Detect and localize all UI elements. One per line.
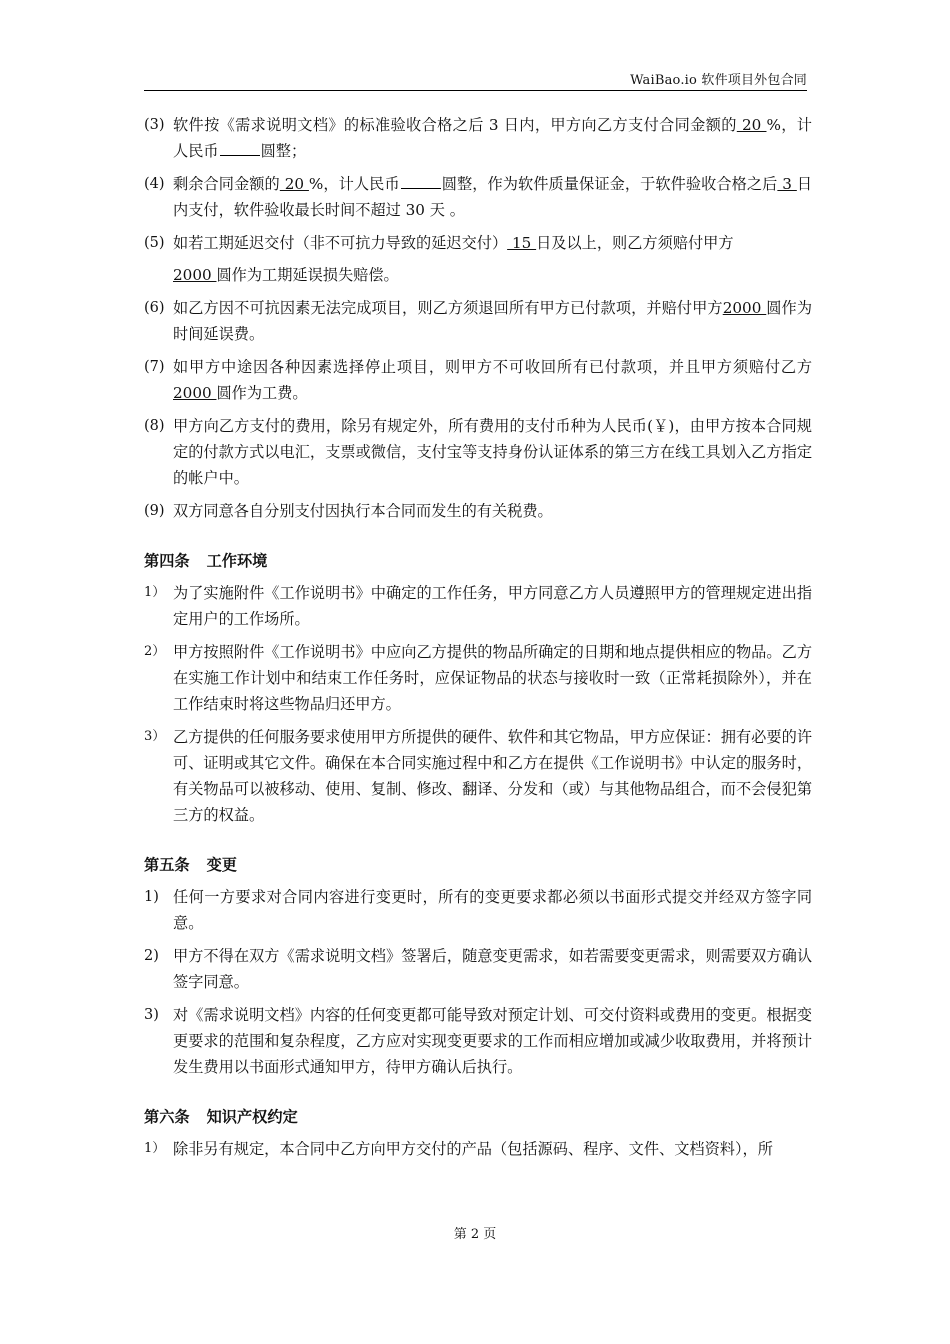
clause-text: 日内支付，软件验收最长时间不超过 30 天 。	[173, 175, 813, 219]
clause-number: (9)	[144, 503, 165, 519]
list-item	[144, 943, 812, 995]
item-text: 甲方按照附件《工作说明书》中应向乙方提供的物品所确定的日期和地点提供相应的物品。乙方在实施工作计划中和结束工作任务时，应保证物品的状态与接收时一致（正常耗损除外），并在工作结束时将这些物品归还甲方。	[173, 643, 812, 713]
item-text: 除非另有规定，本合同中乙方向甲方交付的产品（包括源码、程序、文件、文档资料），所	[173, 1140, 773, 1158]
section-label: 第五条	[144, 856, 190, 874]
clause-text: 软件按《需求说明文档》的标准验收合格之后 3 日内，甲方向乙方支付合同金额的	[173, 116, 737, 134]
list-item	[144, 1002, 812, 1080]
clause-number: (8)	[144, 418, 165, 434]
clause-text: 如甲方中途因各种因素选择停止项目，则甲方不可收回所有已付款项，并且甲方须赔付乙方	[173, 358, 812, 376]
item-number: 1）	[144, 585, 166, 600]
clause-text: 如乙方因不可抗因素无法完成项目，则乙方须退回所有甲方已付款项，并赔付甲方	[173, 299, 723, 317]
payment-clause-5	[144, 230, 812, 288]
percent-value: 20	[736, 116, 767, 134]
item-text: 为了实施附件《工作说明书》中确定的工作任务，甲方同意乙方人员遵照甲方的管理规定进出指定用户的工作场所。	[173, 584, 812, 628]
section-heading	[144, 852, 812, 878]
section-label: 第四条	[144, 552, 190, 570]
list-item	[144, 724, 812, 828]
item-text: 对《需求说明文档》内容的任何变更都可能导致对预定计划、可交付资料或费用的变更。根据变更要求的范围和复杂程度，乙方应对实现变更要求的工作而相应增加或减少收取费用，并将预计发生费用以书面形式通知甲方，待甲方确认后执行。	[173, 1006, 812, 1076]
list-item	[144, 884, 812, 936]
clause-text: 双方同意各自分别支付因执行本合同而发生的有关税费。	[173, 502, 553, 520]
payment-clause-6	[144, 295, 812, 347]
clause-number: (7)	[144, 359, 165, 375]
item-number: 1)	[144, 889, 159, 905]
amount-value: 2000	[722, 299, 767, 317]
section-title: 变更	[206, 856, 237, 874]
section-heading	[144, 548, 812, 574]
item-number: 1）	[144, 1141, 166, 1156]
clause-text: %，计人民币	[173, 116, 812, 160]
days-value: 3	[777, 175, 797, 193]
payment-clause-3	[144, 112, 812, 164]
clause-number: (5)	[144, 235, 165, 251]
list-item	[144, 639, 812, 717]
payment-clause-7	[144, 354, 812, 406]
clause-text: 圆整，作为软件质量保证金，于软件验收合格之后	[441, 175, 778, 193]
payment-clause-4	[144, 171, 812, 223]
payment-clause-8	[144, 413, 812, 491]
amount-blank	[401, 174, 441, 189]
item-text: 任何一方要求对合同内容进行变更时，所有的变更要求都必须以书面形式提交并经双方签字同意。	[173, 888, 812, 932]
item-text: 乙方提供的任何服务要求使用甲方所提供的硬件、软件和其它物品，甲方应保证：拥有必要的许可、证明或其它文件。确保在本合同实施过程中和乙方在提供《工作说明书》中认定的服务时，有关物品可以被移动、使用、复制、修改、翻译、分发和（或）与其他物品组合，而不会侵犯第三方的权益。	[173, 728, 812, 824]
document-body	[144, 112, 812, 1169]
item-number: 3）	[144, 729, 166, 744]
clause-number: (3)	[144, 117, 165, 133]
amount-blank	[220, 141, 260, 156]
page-number: 第 2 页	[453, 1227, 497, 1242]
item-number: 2）	[144, 644, 166, 659]
section-title: 工作环境	[206, 552, 268, 570]
section-heading	[144, 1104, 812, 1130]
clause-text: %，计人民币	[308, 175, 400, 193]
clause-text: 圆整；	[260, 142, 307, 160]
item-number: 3)	[144, 1007, 159, 1023]
clause-text: 如若工期延迟交付（非不可抗力导致的延迟交付）	[173, 234, 508, 252]
section-title: 知识产权约定	[206, 1108, 298, 1126]
clause-text: 甲方向乙方支付的费用，除另有规定外，所有费用的支付币种为人民币(￥)，由甲方按本合同规定的付款方式以电汇，支票或微信，支付宝等支持身份认证体系的第三方在线工具划入乙方指定的帐户中。	[173, 417, 812, 487]
page-header: WaiBao.io 软件项目外包合同	[630, 73, 807, 88]
list-item	[144, 580, 812, 632]
clause-number: (6)	[144, 300, 165, 316]
clause-text: 日及以上，则乙方须赔付甲方	[536, 234, 734, 252]
clause-text: 圆作为工期延误损失赔偿。	[216, 266, 399, 284]
clause-text: 圆作为工费。	[216, 384, 308, 402]
clause-text: 剩余合同金额的	[173, 175, 280, 193]
amount-value: 2000	[173, 266, 217, 284]
section-label: 第六条	[144, 1108, 190, 1126]
item-text: 甲方不得在双方《需求说明文档》签署后，随意变更需求，如若需要变更需求，则需要双方确认签字同意。	[173, 947, 812, 991]
amount-value: 2000	[173, 384, 217, 402]
percent-value: 20	[279, 175, 309, 193]
payment-clause-9	[144, 498, 812, 524]
clause-text: 圆作为时间延误费。	[173, 299, 813, 343]
days-value: 15	[507, 234, 537, 252]
clause-number: (4)	[144, 176, 165, 192]
item-number: 2)	[144, 948, 159, 964]
header-rule	[144, 90, 807, 91]
list-item	[144, 1136, 812, 1162]
